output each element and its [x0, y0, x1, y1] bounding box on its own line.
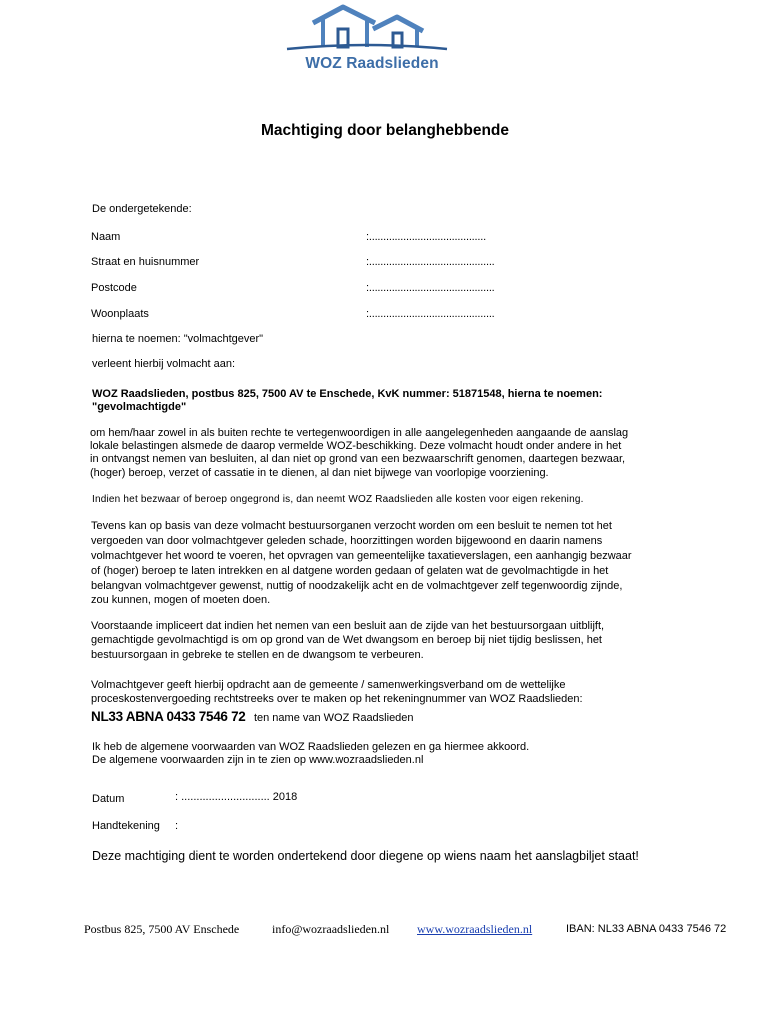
- field-value-naam[interactable]: :.........................................: [366, 231, 486, 243]
- para5-line: Volmachtgever geeft hierbij opdracht aan de gemeente / samenwerkingsverband om de wettelijke: [91, 679, 566, 691]
- iban-number: NL33 ABNA 0433 7546 72: [91, 709, 246, 724]
- para1-line: om hem/haar zowel in als buiten rechte te vertegenwoordigen in alle aangelegenheden aangaande de aanslag: [90, 427, 629, 439]
- houses-logo-icon: [283, 3, 451, 55]
- handtekening-field[interactable]: :: [175, 820, 179, 832]
- field-value-straat[interactable]: :............................................: [366, 256, 495, 268]
- voorwaarden-line: Ik heb de algemene voorwaarden van WOZ Raadslieden gelezen en ga hiermee akkoord.: [92, 741, 530, 753]
- para4-line: Voorstaande impliceert dat indien het nemen van een besluit aan de zijde van het bestuursorgaan uitblijft,: [91, 620, 605, 632]
- brand-logo: [283, 3, 451, 75]
- datum-label: Datum: [92, 793, 125, 805]
- datum-field[interactable]: : ............................. 2018: [175, 791, 298, 803]
- iban-suffix: ten name van WOZ Raadslieden: [253, 712, 414, 724]
- field-label-woonplaats: Woonplaats: [91, 308, 149, 320]
- footer-iban: IBAN: NL33 ABNA 0433 7546 72: [566, 923, 727, 935]
- para3-line: belangvan volmachtgever gewenst, nuttig of noodzakelijk acht en de volmachtgever zelf tegenwoordig zijnde,: [91, 580, 623, 592]
- para3-line: vergoeden van door volmachtgever geleden schade, hoorzittingen worden bijgewoond en daarin namens: [91, 535, 603, 547]
- footer-address: Postbus 825, 7500 AV Enschede: [84, 922, 240, 936]
- footer-website-link[interactable]: www.wozraadslieden.nl: [417, 922, 533, 936]
- field-label-postcode: Postcode: [91, 282, 137, 294]
- verleent-text: verleent hierbij volmacht aan:: [92, 358, 236, 370]
- brand-name: WOZ Raadslieden: [305, 55, 439, 72]
- para3-line: volmachtgever het woord te voeren, het opvragen van gemeentelijke taxatieverslagen, een aanhangig bezwaar: [91, 550, 632, 562]
- iban-line: [91, 708, 414, 726]
- intro-text: De ondergetekende:: [92, 203, 192, 215]
- para4-line: bestuursorgaan in gebreke te stellen en de dwangsom te verbeuren.: [91, 649, 424, 661]
- handtekening-label: Handtekening: [92, 820, 160, 832]
- para3-line: zou kunnen, mogen of moeten doen.: [91, 594, 271, 606]
- field-label-straat: Straat en huisnummer: [91, 256, 200, 268]
- para1-line: in ontvangst nemen van besluiten, al dan niet op grond van een bezwaarschrift genomen, daartegen bezwaar,: [90, 453, 626, 465]
- para1-line: (hoger) beroep, verzet of cassatie in te dienen, al dan niet bijwege van voorlopige voorziening.: [90, 467, 549, 479]
- para3-line: of (hoger) beroep te laten intrekken en al datgene worden gedaan of gelaten wat de gevolmachtigde in het: [91, 565, 609, 577]
- voorwaarden-line: De algemene voorwaarden zijn in te zien op www.wozraadslieden.nl: [92, 754, 424, 766]
- closing-note: Deze machtiging dient te worden ondertekend door diegene op wiens naam het aanslagbiljet staat!: [92, 849, 639, 863]
- field-value-woonplaats[interactable]: :............................................: [366, 308, 495, 320]
- para3-line: Tevens kan op basis van deze volmacht bestuursorganen verzocht worden om een besluit te nemen tot het: [91, 520, 612, 532]
- footer-email[interactable]: info@wozraadslieden.nl: [272, 922, 390, 936]
- hierna-text: hierna te noemen: "volmachtgever": [92, 333, 264, 345]
- para4-line: gemachtigde gevolmachtigd is om op grond van de Wet dwangsom en beroep bij niet tijdig beslissen, het: [91, 634, 602, 646]
- page-title: Machtiging door belanghebbende: [261, 122, 509, 139]
- para1-line: lokale belastingen alsmede de daarop vermelde WOZ-beschikking. Deze volmacht houdt onder andere in het: [90, 440, 622, 452]
- para2-text: Indien het bezwaar of beroep ongegrond is, dan neemt WOZ Raadslieden alle kosten voor eigen rekening.: [92, 494, 584, 505]
- para5-line: proceskostenvergoeding rechtstreeks over te maken op het rekeningnummer van WOZ Raadslieden:: [91, 693, 583, 705]
- field-value-postcode[interactable]: :............................................: [366, 282, 495, 294]
- field-label-naam: Naam: [91, 231, 121, 243]
- gevolmachtigde-line1: WOZ Raadslieden, postbus 825, 7500 AV te Enschede, KvK nummer: 51871548, hierna te noemen:: [92, 388, 603, 400]
- gevolmachtigde-line2: "gevolmachtigde": [92, 401, 187, 413]
